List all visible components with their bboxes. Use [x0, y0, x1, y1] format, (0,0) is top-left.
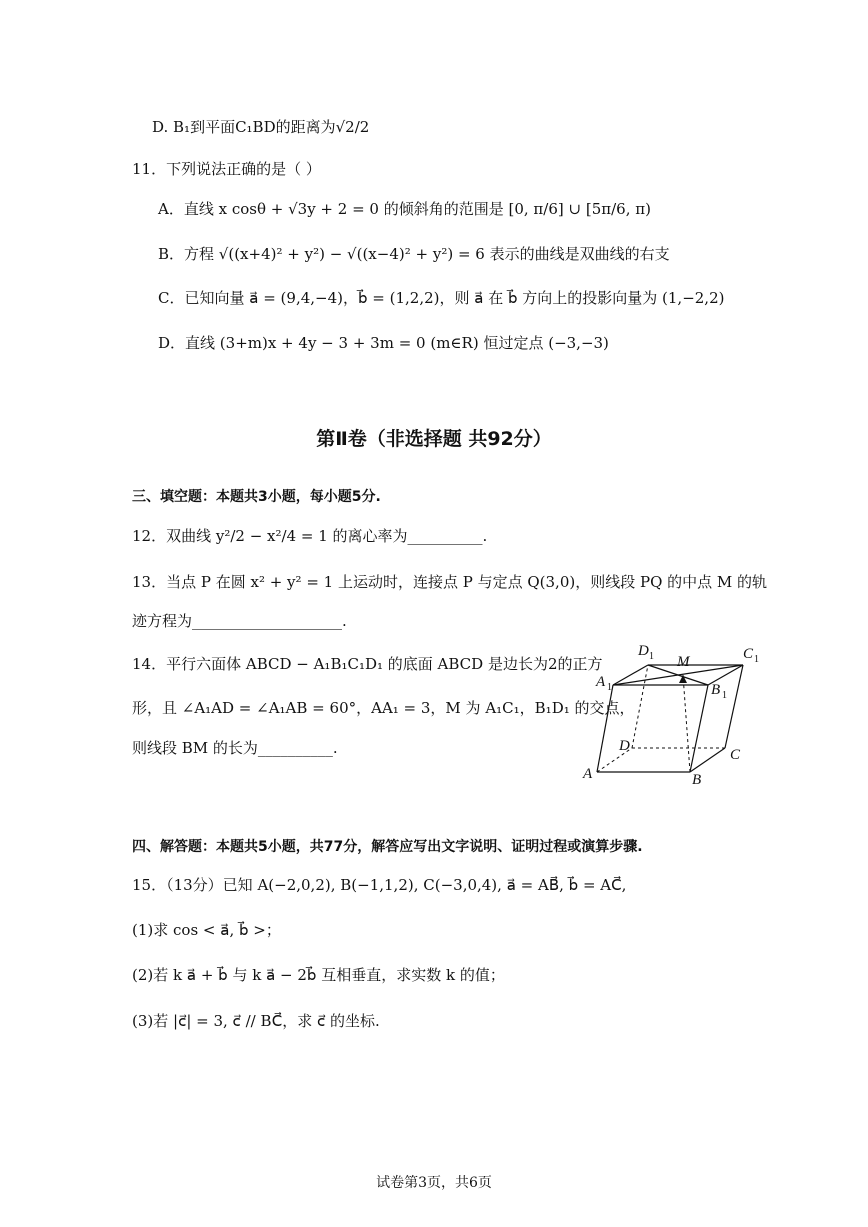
q11-option-b: B．方程 √((x+4)² + y²) − √((x−4)² + y²) = 6 表示的曲线是双曲线的右支	[158, 245, 670, 263]
q14-line2: 形，且 ∠A₁AD = ∠A₁AB = 60°，AA₁ = 3，M 为 A₁C₁，B₁D₁ 的交点，	[132, 699, 635, 717]
label-d1-sub: 1	[649, 651, 654, 662]
page-footer: 试卷第3页，共6页	[376, 1175, 492, 1191]
q13-line1: 13．当点 P 在圆 x² + y² = 1 上运动时，连接点 P 与定点 Q(3,0)，则线段 PQ 的中点 M 的轨	[132, 573, 768, 591]
label-b: B	[692, 772, 702, 788]
q11-option-a: A．直线 x cosθ + √3y + 2 = 0 的倾斜角的范围是 [0, π/6] ∪ [5π/6, π)	[158, 200, 651, 218]
parallelepiped-figure	[575, 635, 775, 795]
section3-heading: 三、填空题：本题共3小题，每小题5分.	[132, 489, 381, 505]
q13-line2: 迹方程为____________________.	[132, 612, 347, 630]
q11-option-d: D．直线 (3+m)x + 4y − 3 + 3m = 0 (m∈R) 恒过定点 (−3,−3)	[158, 334, 609, 352]
section4-heading: 四、解答题：本题共5小题，共77分，解答应写出文字说明、证明过程或演算步骤.	[132, 839, 643, 855]
q14-line1: 14．平行六面体 ABCD − A₁B₁C₁D₁ 的底面 ABCD 是边长为2的正方	[132, 655, 603, 673]
q15-part1: (1)求 cos < a⃗, b⃗ >；	[132, 921, 281, 939]
part2-title: 第Ⅱ卷（非选择题 共92分）	[316, 428, 552, 450]
label-a1: A	[596, 674, 606, 690]
label-b1-sub: 1	[722, 690, 727, 701]
label-a1-sub: 1	[607, 682, 612, 693]
q14-line3: 则线段 BM 的长为__________.	[132, 739, 338, 757]
q10-option-d: D. B₁到平面C₁BD的距离为√2/2	[152, 118, 370, 136]
q15-part2: (2)若 k a⃗ + b⃗ 与 k a⃗ − 2b⃗ 互相垂直，求实数 k 的值；	[132, 966, 505, 984]
label-b1: B	[711, 682, 721, 698]
q12-text: 12．双曲线 y²/2 − x²/4 = 1 的离心率为__________.	[132, 527, 488, 545]
q11-stem: 11．下列说法正确的是（ ）	[132, 160, 321, 178]
q11-option-c: C．已知向量 a⃗ = (9,4,−4)，b⃗ = (1,2,2)，则 a⃗ 在 b⃗ 方向上的投影向量为 (1,−2,2)	[158, 289, 725, 307]
label-m: M	[677, 654, 690, 670]
label-c1: C	[743, 646, 754, 662]
q15-part3: (3)若 |c⃗| = 3, c⃗ // BC⃗，求 c⃗ 的坐标.	[132, 1012, 380, 1030]
label-c: C	[730, 747, 741, 763]
label-d: D	[619, 738, 630, 754]
q15-stem: 15．（13分）已知 A(−2,0,2), B(−1,1,2), C(−3,0,4), a⃗ = AB⃗, b⃗ = AC⃗,	[132, 876, 627, 894]
label-d1: D	[638, 643, 649, 659]
label-c1-sub: 1	[754, 654, 759, 665]
label-a: A	[583, 766, 593, 782]
